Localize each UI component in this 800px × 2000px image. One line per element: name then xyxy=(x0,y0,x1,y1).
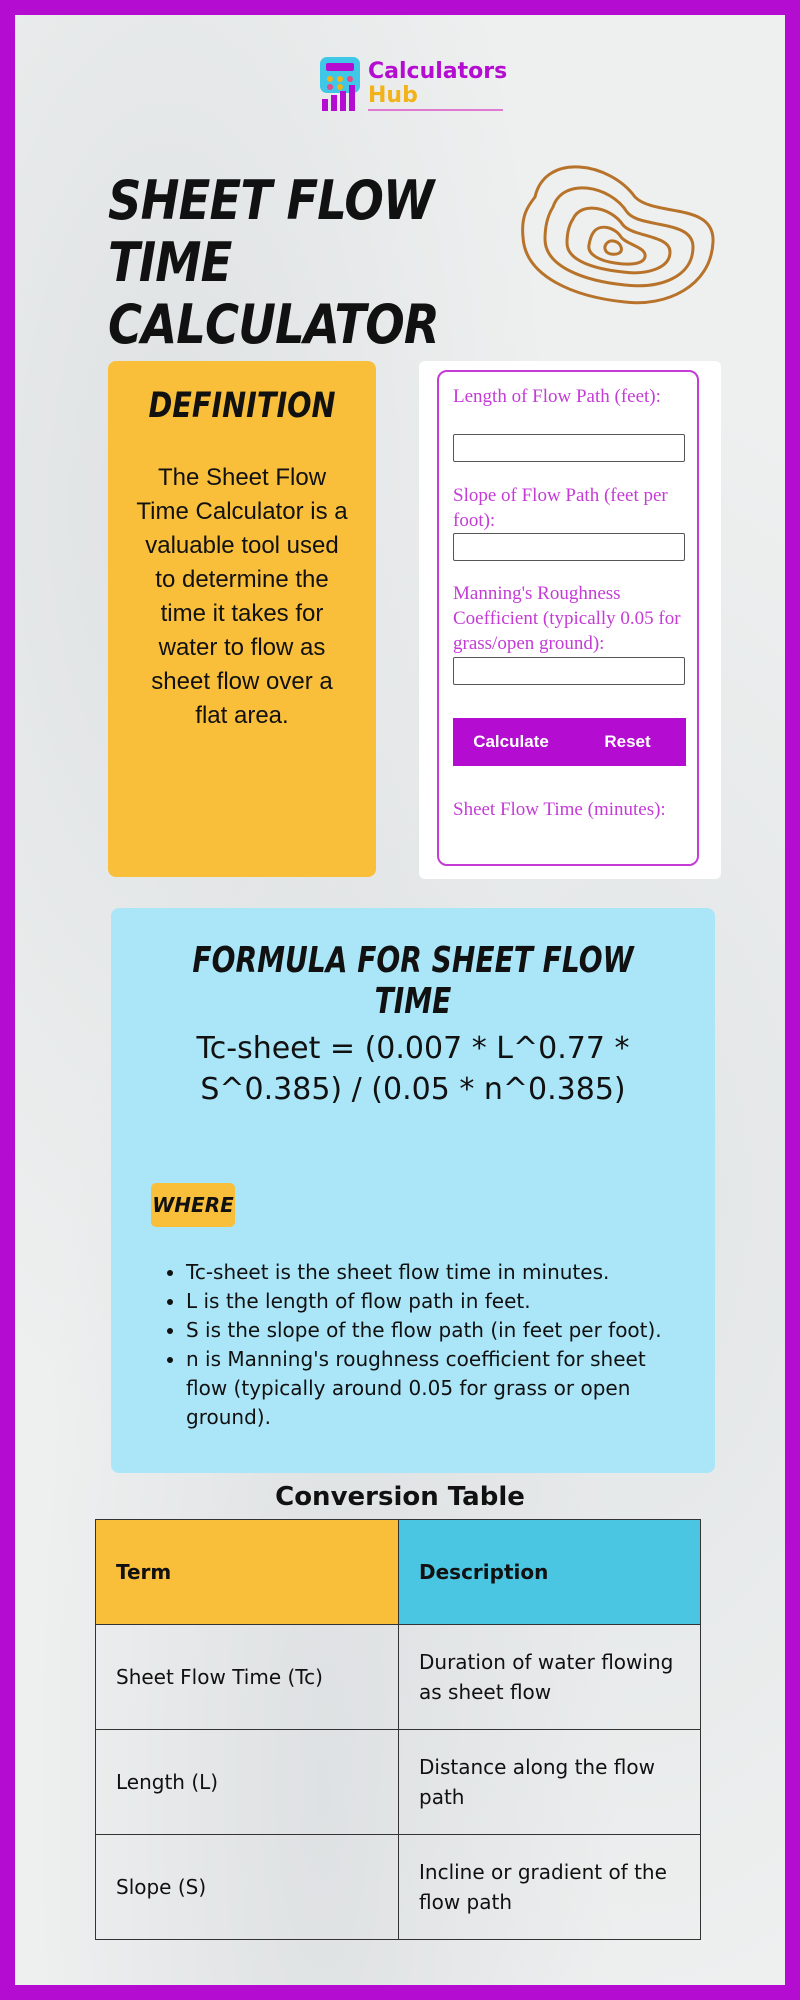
variable-list xyxy=(164,1258,686,1432)
calculator-form xyxy=(437,370,699,866)
roughness-label: Manning's Roughness Coefficient (typically 0.05 for grass/open ground): xyxy=(453,583,681,654)
result-label: Sheet Flow Time (minutes): xyxy=(453,799,666,820)
calculate-button[interactable]: Calculate xyxy=(473,732,549,751)
table-row xyxy=(96,1835,701,1940)
slope-input[interactable] xyxy=(453,533,685,561)
table-row xyxy=(96,1625,701,1730)
header-description: Description xyxy=(399,1520,701,1625)
table-header-row xyxy=(96,1520,701,1625)
formula-card xyxy=(111,908,715,1473)
calculator-logo-icon xyxy=(318,55,362,113)
page-title: SHEET FLOW TIME CALCULATOR xyxy=(108,169,439,356)
roughness-input[interactable] xyxy=(453,657,685,685)
definition-card xyxy=(108,361,376,877)
conversion-table xyxy=(95,1519,701,1940)
formula-expression: Tc-sheet = (0.007 * L^0.77 * S^0.385) / (0.05 * n^0.385) xyxy=(196,1031,630,1107)
logo-text-calculators: Calculators xyxy=(368,59,508,84)
length-input[interactable] xyxy=(453,434,685,462)
table-cell-term: Length (L) xyxy=(96,1730,399,1835)
slope-label: Slope of Flow Path (feet per foot): xyxy=(453,485,668,531)
formula-heading: FORMULA FOR SHEET FLOW TIME xyxy=(192,940,634,1022)
list-item: • S is the slope of the flow path (in feet per foot). xyxy=(186,1316,686,1345)
calculator-panel xyxy=(419,361,721,879)
length-label: Length of Flow Path (feet): xyxy=(453,386,661,407)
definition-heading: DEFINITION xyxy=(148,386,336,426)
where-badge: WHERE xyxy=(151,1183,235,1227)
list-item: • Tc-sheet is the sheet flow time in minutes. xyxy=(186,1258,686,1287)
reset-button[interactable]: Reset xyxy=(604,732,651,751)
site-logo[interactable] xyxy=(318,55,508,115)
table-cell-term: Slope (S) xyxy=(96,1835,399,1940)
table-cell-description: Distance along the flow path xyxy=(399,1730,701,1835)
table-cell-description: Incline or gradient of the flow path xyxy=(399,1835,701,1940)
table-cell-term: Sheet Flow Time (Tc) xyxy=(96,1625,399,1730)
page-frame xyxy=(15,15,785,1985)
definition-text: The Sheet Flow Time Calculator is a valuable tool used to determine the time it takes for water to flow as sheet flow over a flat area. xyxy=(136,464,348,729)
table-cell-description: Duration of water flowing as sheet flow xyxy=(399,1625,701,1730)
list-item: • L is the length of flow path in feet. xyxy=(186,1287,686,1316)
table-title: Conversion Table xyxy=(275,1482,525,1512)
header-term: Term xyxy=(96,1520,399,1625)
table-row xyxy=(96,1730,701,1835)
logo-underline xyxy=(368,109,503,111)
logo-text-hub: Hub xyxy=(368,83,418,108)
button-bar xyxy=(453,718,686,766)
contour-map-icon xyxy=(515,157,720,312)
list-item: • n is Manning's roughness coefficient for sheet flow (typically around 0.05 for grass or open ground). xyxy=(186,1345,686,1432)
